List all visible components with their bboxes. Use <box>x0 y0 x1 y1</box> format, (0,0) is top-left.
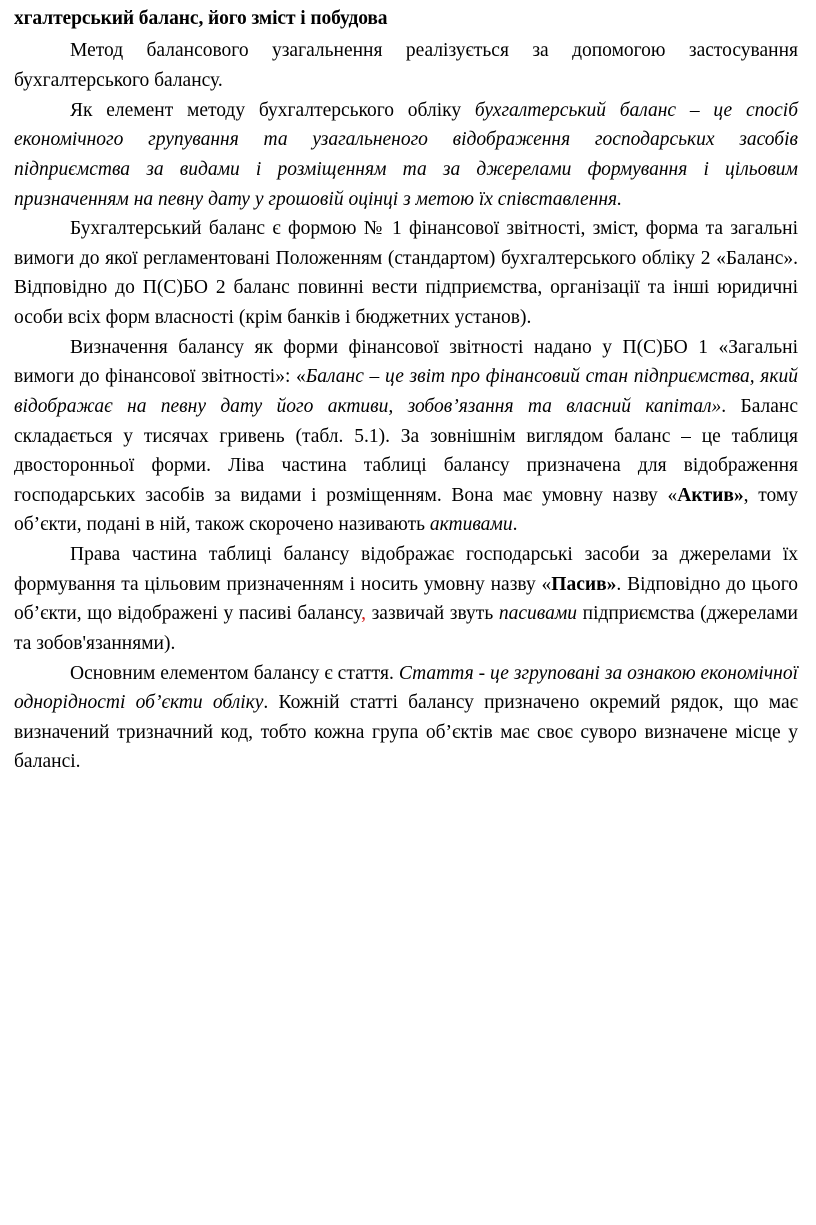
strong-text: Актив» <box>677 484 744 506</box>
text-run: . Баланс складається у тисячах гривень (табл. 5.1). За зовнішнім виглядом баланс – це таблиця двосторонньої форми. Ліва частина таблиці балансу призначена для відображення господарських засобів за видами і розміщенням. Вона має умовну назву « <box>14 395 798 506</box>
document-body <box>14 36 798 777</box>
text-run: Метод балансового узагальнення реалізується за допомогою застосування бухгалтерського балансу. <box>14 40 798 92</box>
paragraph-4 <box>14 333 798 540</box>
emphasis-text: Стаття - це згруповані за ознакою економічної однорідності об’єкти обліку <box>14 662 798 714</box>
emphasis-text: бухгалтерський баланс – це спосіб економічного групування та узагальненого відображення господарських засобів підприємства за видами і розміщенням та за джерелами формування і цільовим призначенням на певну дату у грошовій оцінці з метою їх співставлення. <box>14 99 798 210</box>
text-run: Права частина таблиці балансу відображає господарські засоби за джерелами їх формування та цільовим призначенням і носить умовну назву « <box>14 544 798 595</box>
emphasis-text: пасивами <box>498 603 578 625</box>
text-run: підприємства (джерелами та зобов'язаннями). <box>14 603 798 654</box>
text-run: . Відповідно до цього об’єкти, що відображені у пасиві балансу <box>14 573 798 625</box>
paragraph-3 <box>14 214 798 333</box>
paragraph-6 <box>14 659 798 778</box>
text-run: зазвичай звуть <box>365 603 499 625</box>
text-run: , тому об’єкти, подані в ній, також скорочено називають <box>14 484 798 536</box>
strong-text: Пасив» <box>551 573 617 595</box>
text-run: . <box>512 514 518 536</box>
paragraph-5 <box>14 540 798 659</box>
paragraph-1 <box>14 36 798 95</box>
emphasis-text: Баланс – це звіт про фінансовий стан підприємства, який відображає на певну дату його активи, зобов’язання та власний капітал» <box>14 366 798 417</box>
page-title: хгалтерський баланс, його зміст і побудова <box>14 8 388 29</box>
emphasis-text: активами <box>429 514 513 536</box>
text-run: Як елемент методу бухгалтерського обліку <box>70 99 475 121</box>
text-run: Бухгалтерський баланс є формою № 1 фінансової звітності, зміст, форма та загальні вимоги до якої регламентовані Положенням (стандартом) бухгалтерського обліку 2 «Баланс». Відповідно до П(С)БО 2 баланс повинні вести підприємства, організації та інші юридичні особи всіх форм власності (крім банків і бюджетних установ). <box>14 218 798 329</box>
text-run: . Кожній статті балансу призначено окремий рядок, що має визначений тризначний код, тобто кожна група об’єктів має своє суворо визначене місце у балансі. <box>14 692 798 773</box>
text-run: Основним елементом балансу є стаття. <box>70 662 399 684</box>
text-run: Визначення балансу як форми фінансової звітності надано у П(С)БО 1 «Загальні вимоги до фінансової звітності»: « <box>14 336 798 388</box>
paragraph-2 <box>14 96 798 215</box>
highlighted-punctuation: , <box>361 603 366 625</box>
